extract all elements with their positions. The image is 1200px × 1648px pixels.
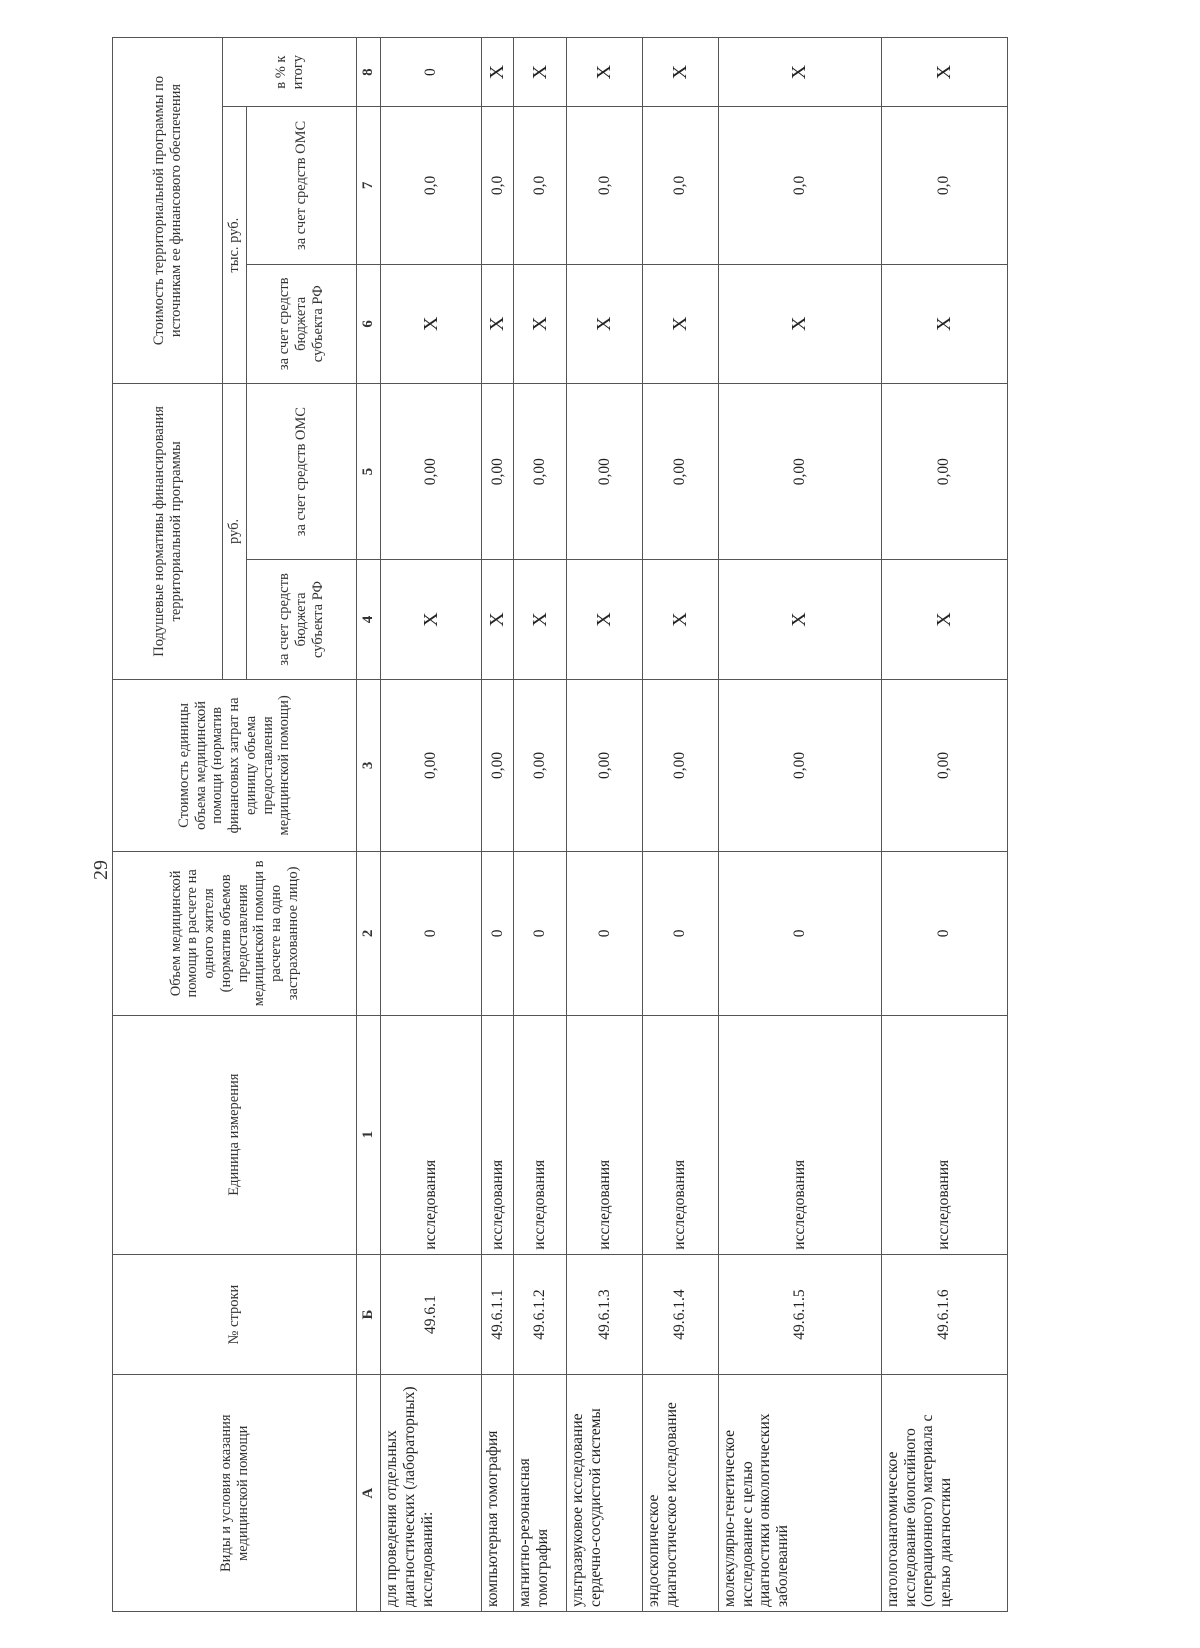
table-row bbox=[881, 38, 1007, 1612]
header-oms-b: за счет средств ОМС bbox=[247, 107, 357, 264]
row-col5: 0,00 bbox=[718, 384, 881, 560]
header-rub: руб. bbox=[223, 384, 247, 680]
row-col4: X bbox=[642, 560, 718, 680]
colnum-5: 5 bbox=[357, 384, 381, 560]
header-oms-a: за счет средств ОМС bbox=[247, 384, 357, 560]
colnum-b: Б bbox=[357, 1254, 381, 1375]
row-number: 49.6.1.5 bbox=[718, 1254, 881, 1375]
row-col6: X bbox=[642, 264, 718, 384]
row-name: эндоскопическое диагностическое исследование bbox=[642, 1375, 718, 1612]
row-unit: исследования bbox=[381, 1015, 482, 1254]
row-unit: исследования bbox=[567, 1015, 643, 1254]
row-number: 49.6.1.6 bbox=[881, 1254, 1007, 1375]
row-col4: X bbox=[482, 560, 514, 680]
row-col7: 0,0 bbox=[567, 107, 643, 264]
row-col5: 0,00 bbox=[482, 384, 514, 560]
row-col8: 0 bbox=[381, 38, 482, 107]
row-name: для проведения отдельных диагностических (лабораторных) исследований: bbox=[381, 1375, 482, 1612]
row-col8: X bbox=[567, 38, 643, 107]
row-unit: исследования bbox=[718, 1015, 881, 1254]
row-col4: X bbox=[718, 560, 881, 680]
row-col4: X bbox=[381, 560, 482, 680]
row-col2: 0 bbox=[567, 852, 643, 1016]
row-unit: исследования bbox=[482, 1015, 514, 1254]
row-col2: 0 bbox=[718, 852, 881, 1016]
row-col5: 0,00 bbox=[567, 384, 643, 560]
header-volume: Объем медицинской помощи в расчете на одного жителя (норматив объемов предоставления медицинской помощи в расчете на одно застрахованное лицо) bbox=[113, 852, 357, 1016]
row-col3: 0,00 bbox=[567, 679, 643, 851]
colnum-6: 6 bbox=[357, 264, 381, 384]
row-col2: 0 bbox=[482, 852, 514, 1016]
colnum-1: 1 bbox=[357, 1015, 381, 1254]
row-col6: X bbox=[381, 264, 482, 384]
colnum-3: 3 bbox=[357, 679, 381, 851]
row-col3: 0,00 bbox=[642, 679, 718, 851]
row-col5: 0,00 bbox=[514, 384, 567, 560]
colnum-2: 2 bbox=[357, 852, 381, 1016]
header-program-cost: Стоимость территориальной программы по источникам ее финансового обеспечения bbox=[113, 38, 223, 384]
row-col6: X bbox=[718, 264, 881, 384]
row-unit: исследования bbox=[642, 1015, 718, 1254]
header-budget-b: за счет средств бюджета субъекта РФ bbox=[247, 264, 357, 384]
financing-table bbox=[112, 37, 1008, 1612]
row-col4: X bbox=[567, 560, 643, 680]
header-unit: Единица измерения bbox=[113, 1015, 357, 1254]
row-col3: 0,00 bbox=[718, 679, 881, 851]
colnum-8: 8 bbox=[357, 38, 381, 107]
colnum-4: 4 bbox=[357, 560, 381, 680]
row-col6: X bbox=[482, 264, 514, 384]
row-col8: X bbox=[881, 38, 1007, 107]
table-row bbox=[567, 38, 643, 1612]
row-col6: X bbox=[567, 264, 643, 384]
header-per-capita: Подушевые нормативы финансирования территориальной программы bbox=[113, 384, 223, 680]
row-col2: 0 bbox=[381, 852, 482, 1016]
page-number: 29 bbox=[90, 860, 112, 880]
header-row-no: № строки bbox=[113, 1254, 357, 1375]
rotated-table-container bbox=[112, 37, 1008, 1612]
row-col3: 0,00 bbox=[881, 679, 1007, 851]
row-number: 49.6.1.1 bbox=[482, 1254, 514, 1375]
header-cost-unit: Стоимость единицы объема медицинской помощи (норматив финансовых затрат на единицу объема предоставления медицинской помощи) bbox=[113, 679, 357, 851]
row-number: 49.6.1 bbox=[381, 1254, 482, 1375]
header-percent: в % к итогу bbox=[223, 38, 357, 107]
row-name: компьютерная томография bbox=[482, 1375, 514, 1612]
row-col6: X bbox=[881, 264, 1007, 384]
row-number: 49.6.1.3 bbox=[567, 1254, 643, 1375]
row-name: магнитно-резонансная томография bbox=[514, 1375, 567, 1612]
row-col2: 0 bbox=[881, 852, 1007, 1016]
row-name: патологоанатомическое исследование биопсийного (операционного) материала с целью диагностики bbox=[881, 1375, 1007, 1612]
row-number: 49.6.1.4 bbox=[642, 1254, 718, 1375]
row-col8: X bbox=[482, 38, 514, 107]
row-col2: 0 bbox=[514, 852, 567, 1016]
row-col7: 0,0 bbox=[881, 107, 1007, 264]
row-col4: X bbox=[514, 560, 567, 680]
row-col7: 0,0 bbox=[642, 107, 718, 264]
table-row bbox=[642, 38, 718, 1612]
column-number-row bbox=[357, 38, 381, 1612]
row-col8: X bbox=[642, 38, 718, 107]
row-col7: 0,0 bbox=[514, 107, 567, 264]
row-col3: 0,00 bbox=[381, 679, 482, 851]
row-col7: 0,0 bbox=[381, 107, 482, 264]
row-col5: 0,00 bbox=[381, 384, 482, 560]
table-row bbox=[381, 38, 482, 1612]
row-col3: 0,00 bbox=[514, 679, 567, 851]
row-col6: X bbox=[514, 264, 567, 384]
row-col5: 0,00 bbox=[881, 384, 1007, 560]
row-col7: 0,0 bbox=[482, 107, 514, 264]
table-row bbox=[514, 38, 567, 1612]
row-col7: 0,0 bbox=[718, 107, 881, 264]
row-col8: X bbox=[514, 38, 567, 107]
row-name: ультразвуковое исследование сердечно-сосудистой системы bbox=[567, 1375, 643, 1612]
row-name: молекулярно-генетическое исследование с целью диагностики онкологических заболеваний bbox=[718, 1375, 881, 1612]
row-number: 49.6.1.2 bbox=[514, 1254, 567, 1375]
table-row bbox=[718, 38, 881, 1612]
header-thousand-rub: тыс. руб. bbox=[223, 107, 247, 384]
row-col4: X bbox=[881, 560, 1007, 680]
row-col5: 0,00 bbox=[642, 384, 718, 560]
header-kinds: Виды и условия оказания медицинской помощи bbox=[113, 1375, 357, 1612]
colnum-7: 7 bbox=[357, 107, 381, 264]
table-row bbox=[482, 38, 514, 1612]
colnum-a: А bbox=[357, 1375, 381, 1612]
row-col8: X bbox=[718, 38, 881, 107]
row-unit: исследования bbox=[881, 1015, 1007, 1254]
row-unit: исследования bbox=[514, 1015, 567, 1254]
header-budget-a: за счет средств бюджета субъекта РФ bbox=[247, 560, 357, 680]
row-col3: 0,00 bbox=[482, 679, 514, 851]
row-col2: 0 bbox=[642, 852, 718, 1016]
